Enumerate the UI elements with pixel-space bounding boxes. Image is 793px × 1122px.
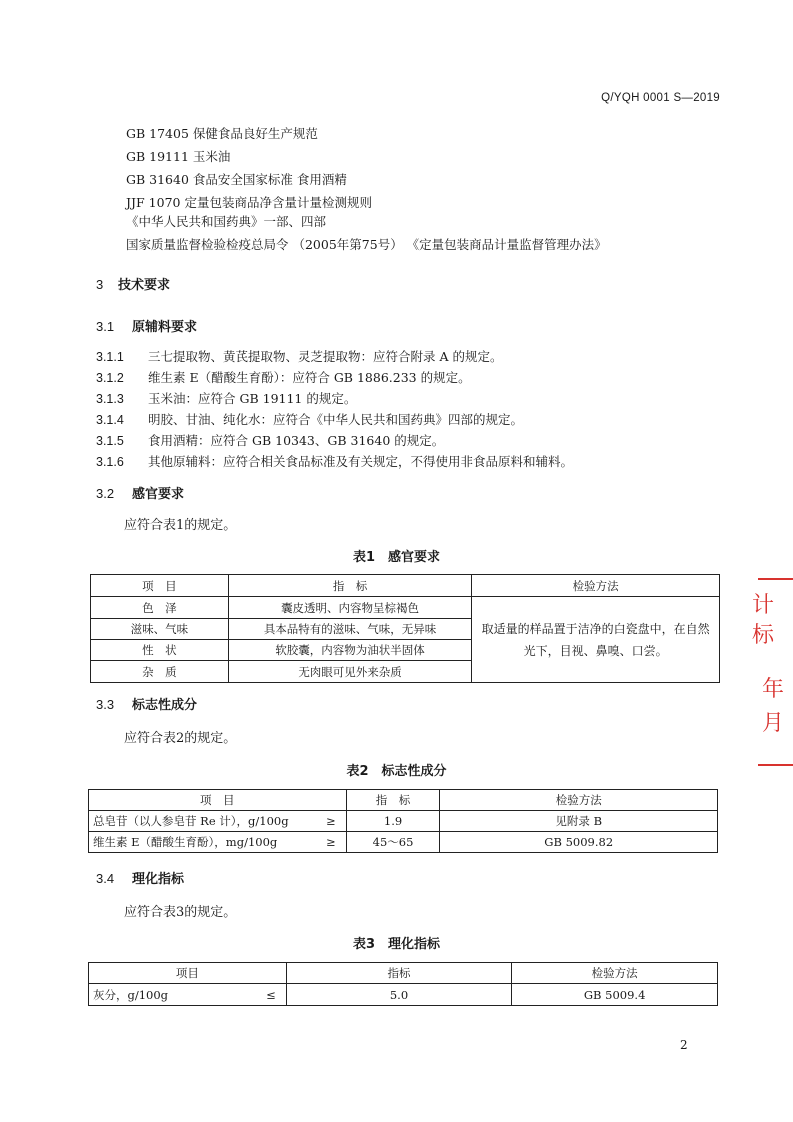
stamp-border-top <box>758 578 793 580</box>
header-method: 检验方法 <box>472 575 720 597</box>
stamp-char: 年 <box>762 677 785 702</box>
reference-pharmacopoeia: 《中华人民共和国药典》一部、四部 <box>126 214 327 229</box>
page-number: 2 <box>680 1038 688 1052</box>
requirement-3-1-5: 3.1.5 食用酒精：应符合 GB 10343、GB 31640 的规定。 <box>96 433 445 448</box>
table-row: 灰分，g/100g ≤ 5.0 GB 5009.4 <box>89 984 718 1006</box>
table-row: 杂 质 无肉眼可见外来杂质 <box>91 661 720 683</box>
header-method: 检验方法 <box>440 790 718 811</box>
requirement-3-1-4: 3.1.4 明胶、甘油、纯化水：应符合《中华人民共和国药典》四部的规定。 <box>96 412 524 427</box>
reference-gb31640: GB 31640 食品安全国家标准 食用酒精 <box>126 172 347 187</box>
document-code: Q/YQH 0001 S—2019 <box>601 92 720 104</box>
section-title: 技术要求 <box>118 278 171 293</box>
table-header-row <box>89 963 718 984</box>
table-header-row <box>89 790 718 811</box>
section-title: 原辅料要求 <box>132 320 198 335</box>
section-3-4-intro: 应符合表3的规定。 <box>124 905 237 920</box>
section-number: 3 <box>96 277 104 292</box>
table-row: 维生素 E（醋酸生育酚），mg/100g ≥ 45～65 GB 5009.82 <box>89 832 718 853</box>
requirement-3-1-3: 3.1.3 玉米油：应符合 GB 19111 的规定。 <box>96 391 357 406</box>
table-3-physicochemical <box>88 962 718 1006</box>
table-row: 色 泽 囊皮透明、内容物呈棕褐色 取适量的样品置于洁净的白瓷盘中，在自然光下，目视、鼻嗅、口尝。 <box>91 597 720 619</box>
section-3-1-heading <box>96 316 197 335</box>
stamp-char: 标 <box>752 623 775 648</box>
requirement-3-1-1: 3.1.1 三七提取物、黄芪提取物、灵芝提取物：应符合附录 A 的规定。 <box>96 349 503 364</box>
section-3-3-heading: 3.3 标志性成分 <box>96 697 198 713</box>
header-item: 项目 <box>89 963 287 984</box>
table-row: 滋味、气味 具本品特有的滋味、气味，无异味 <box>91 619 720 640</box>
header-indicator: 指 标 <box>346 790 440 811</box>
section-3-3-intro: 应符合表2的规定。 <box>124 731 237 746</box>
section-number: 3.1 <box>96 319 115 334</box>
reference-gb19111: GB 19111 玉米油 <box>126 149 231 164</box>
table-row: 性 状 软胶囊，内容物为油状半固体 <box>91 640 720 661</box>
table-row: 总皂苷（以人参皂苷 Re 计），g/100g ≥ 1.9 见附录 B <box>89 811 718 832</box>
header-indicator: 指 标 <box>228 575 472 597</box>
header-method: 检验方法 <box>512 963 718 984</box>
header-item: 项 目 <box>91 575 229 597</box>
table-2-caption: 表2 标志性成分 <box>346 764 447 779</box>
reference-decree: 国家质量监督检验检疫总局令 （2005年第75号） 《定量包装商品计量监督管理办法》 <box>126 237 607 252</box>
requirement-3-1-6: 3.1.6 其他原辅料：应符合相关食品标准及有关规定，不得使用非食品原料和辅料。 <box>96 454 574 469</box>
section-3-2-heading: 3.2 感官要求 <box>96 486 185 502</box>
table-1-sensory <box>90 574 720 683</box>
header-indicator: 指标 <box>286 963 512 984</box>
section-3-4-heading: 3.4 理化指标 <box>96 871 185 887</box>
section-3-heading <box>96 274 170 293</box>
reference-gb17405: GB 17405 保健食品良好生产规范 <box>126 126 318 141</box>
section-3-2-intro: 应符合表1的规定。 <box>124 518 237 533</box>
stamp-char: 月 <box>762 711 785 736</box>
reference-jjf1070: JJF 1070 定量包装商品净含量计量检测规则 <box>126 195 372 210</box>
method-cell: 取适量的样品置于洁净的白瓷盘中，在自然光下，目视、鼻嗅、口尝。 <box>472 597 720 683</box>
table-3-caption: 表3 理化指标 <box>352 937 441 952</box>
header-item: 项 目 <box>89 790 347 811</box>
table-1-caption: 表1 感官要求 <box>352 550 441 565</box>
table-header-row <box>91 575 720 597</box>
table-2-marker-components <box>88 789 718 853</box>
stamp-char: 计 <box>752 593 775 618</box>
stamp-border-bottom <box>758 764 793 766</box>
requirement-3-1-2: 3.1.2 维生素 E（醋酸生育酚）：应符合 GB 1886.233 的规定。 <box>96 370 471 385</box>
